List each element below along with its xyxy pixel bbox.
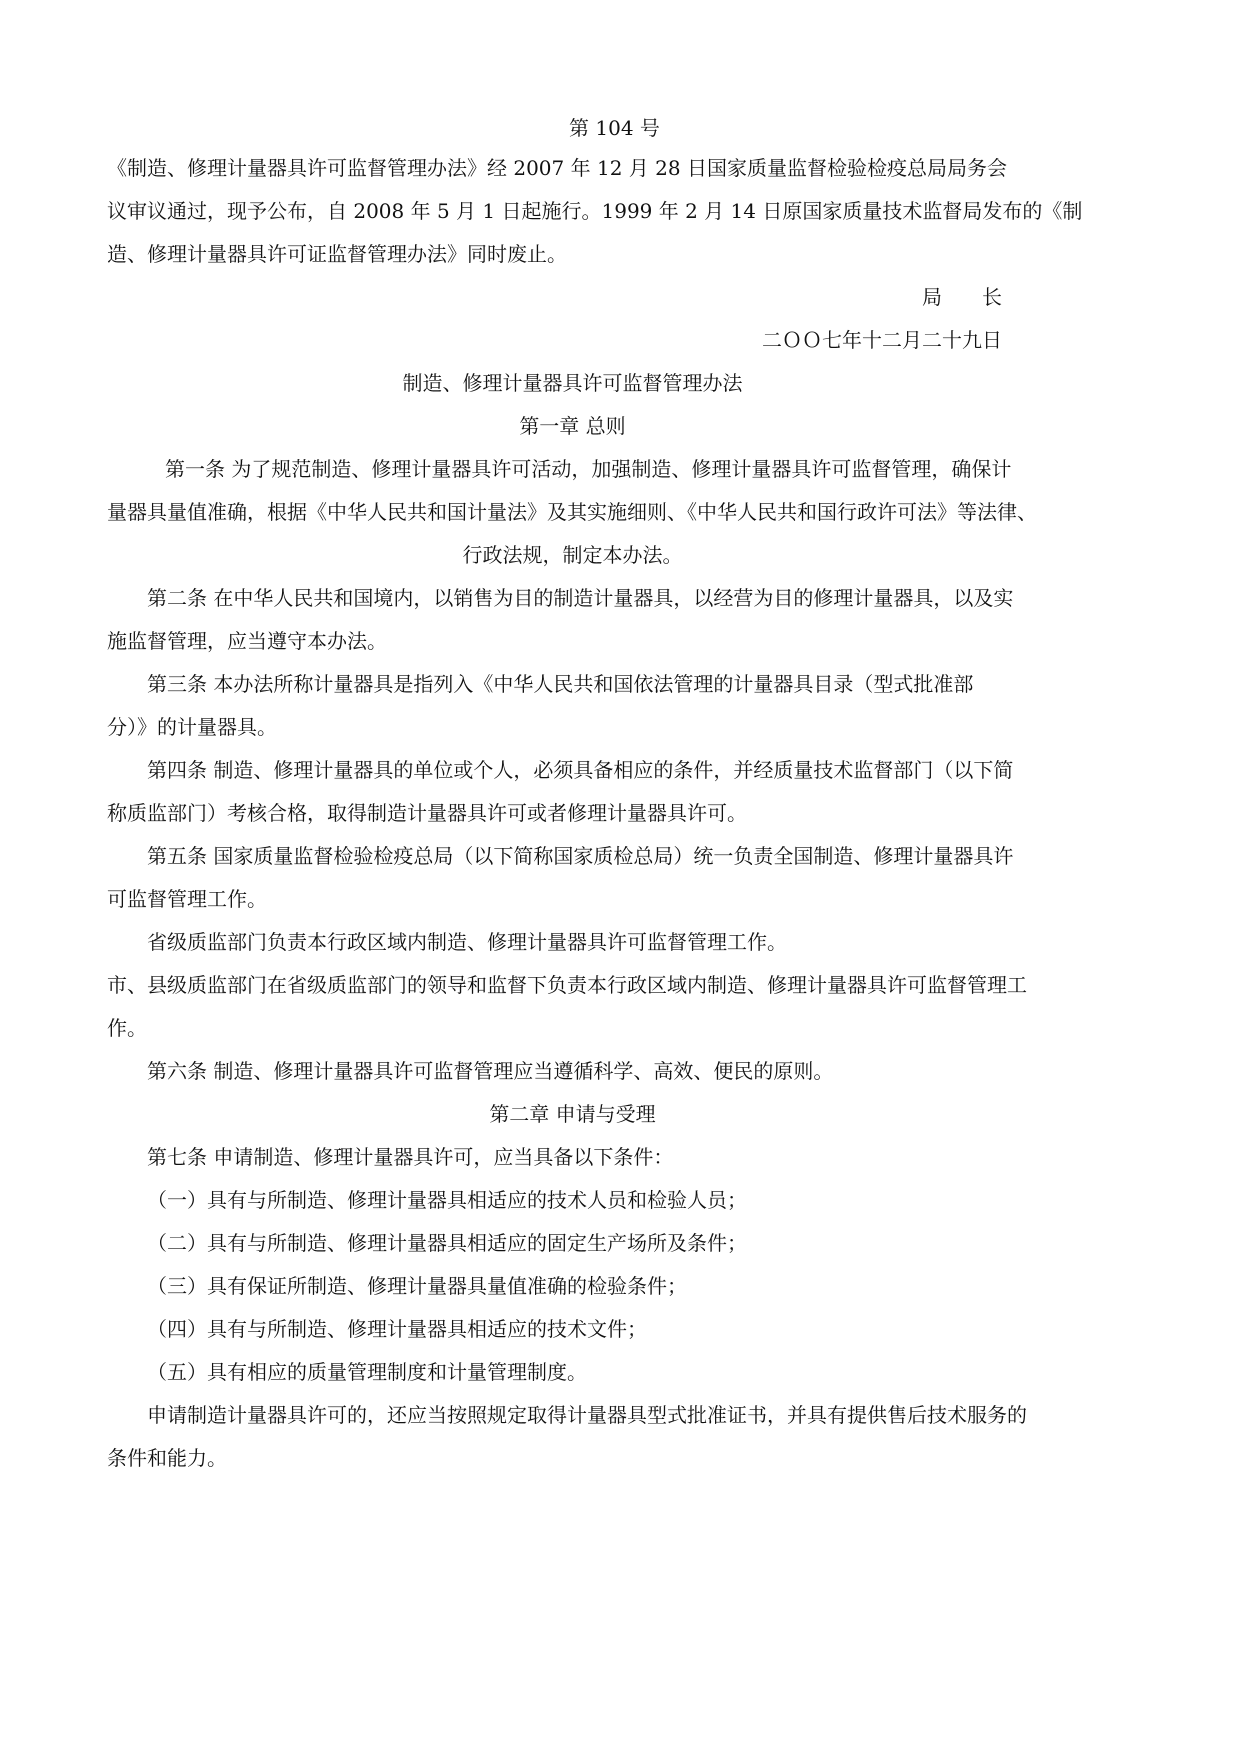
article-4-line-2: 称质监部门）考核合格，取得制造计量器具许可或者修理计量器具许可。: [107, 801, 747, 825]
article-5-line-1: 第五条 国家质量监督检验检疫总局（以下简称国家质检总局）统一负责全国制造、修理计量器具许: [147, 844, 1014, 868]
article-7-item-2: （二）具有与所制造、修理计量器具相适应的固定生产场所及条件；: [147, 1231, 747, 1255]
article-3-line-2: 分）》的计量器具。: [107, 715, 277, 739]
intro-line-2: 议审议通过，现予公布，自 2008 年 5 月 1 日起施行。1999 年 2 月 14 日原国家质量技术监督局发布的《制: [107, 199, 1083, 223]
article-7-line-2: 申请制造计量器具许可的，还应当按照规定取得计量器具型式批准证书，并具有提供售后技术服务的: [147, 1403, 1027, 1427]
regulation-title: 制造、修理计量器具许可监督管理办法: [402, 371, 743, 395]
article-5-line-5: 作。: [107, 1016, 147, 1040]
article-4-line-1: 第四条 制造、修理计量器具的单位或个人，必须具备相应的条件，并经质量技术监督部门（以下简: [147, 758, 1014, 782]
chapter-1-heading: 第一章 总则: [519, 414, 626, 438]
article-7-line-3: 条件和能力。: [107, 1446, 227, 1470]
article-5-line-2: 可监督管理工作。: [107, 887, 267, 911]
issue-date: 二ＯＯ七年十二月二十九日: [762, 328, 1002, 352]
article-7-item-4: （四）具有与所制造、修理计量器具相适应的技术文件；: [147, 1317, 647, 1341]
intro-line-3: 造、修理计量器具许可证监督管理办法》同时废止。: [107, 242, 567, 266]
article-6-line-1: 第六条 制造、修理计量器具许可监督管理应当遵循科学、高效、便民的原则。: [147, 1059, 834, 1083]
article-2-line-1: 第二条 在中华人民共和国境内，以销售为目的制造计量器具，以经营为目的修理计量器具，以及实: [147, 586, 1014, 610]
article-7-line-1: 第七条 申请制造、修理计量器具许可，应当具备以下条件：: [147, 1145, 674, 1169]
intro-line-1: 《制造、修理计量器具许可监督管理办法》经 2007 年 12 月 28 日国家质量监督检验检疫总局局务会: [107, 156, 1007, 180]
article-3-line-1: 第三条 本办法所称计量器具是指列入《中华人民共和国依法管理的计量器具目录（型式批准部: [147, 672, 974, 696]
article-5-line-3: 省级质监部门负责本行政区域内制造、修理计量器具许可监督管理工作。: [147, 930, 787, 954]
article-7-item-3: （三）具有保证所制造、修理计量器具量值准确的检验条件；: [147, 1274, 687, 1298]
article-2-line-2: 施监督管理，应当遵守本办法。: [107, 629, 387, 653]
article-1-line-2: 量器具量值准确，根据《中华人民共和国计量法》及其实施细则、《中华人民共和国行政许可法》等法律、: [107, 500, 1037, 524]
signer: 局 长: [922, 285, 1002, 309]
article-5-line-4: 市、县级质监部门在省级质监部门的领导和监督下负责本行政区域内制造、修理计量器具许可监督管理工: [107, 973, 1027, 997]
article-1-line-1: 第一条 为了规范制造、修理计量器具许可活动，加强制造、修理计量器具许可监督管理，确保计: [165, 457, 1012, 481]
article-7-item-1: （一）具有与所制造、修理计量器具相适应的技术人员和检验人员；: [147, 1188, 747, 1212]
article-7-item-5: （五）具有相应的质量管理制度和计量管理制度。: [147, 1360, 587, 1384]
chapter-2-heading: 第二章 申请与受理: [489, 1102, 656, 1126]
article-1-line-3: 行政法规，制定本办法。: [462, 543, 683, 567]
order-number: 第 104 号: [569, 116, 660, 140]
